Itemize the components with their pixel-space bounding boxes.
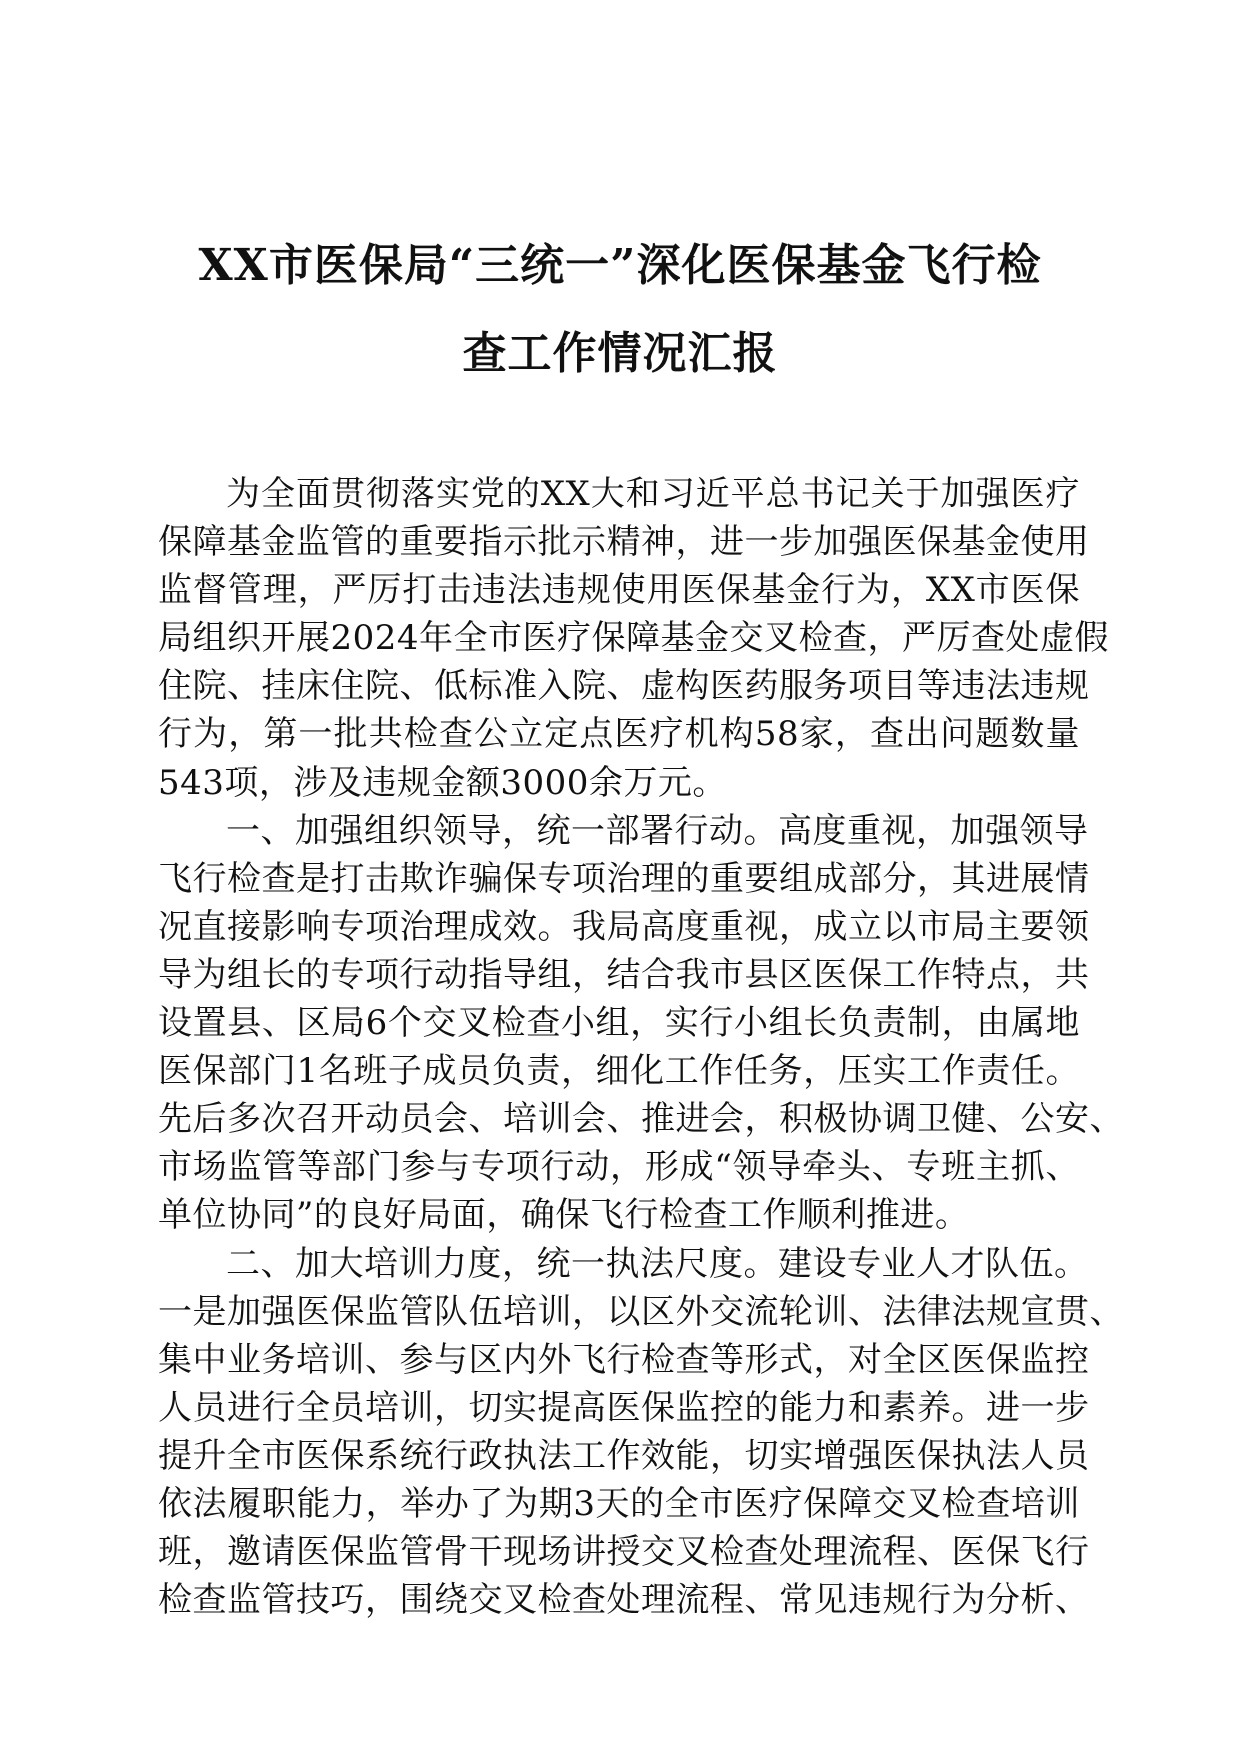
text-line: 市场监管等部门参与专项行动，形成“领导牵头、专班主抓、 — [158, 1147, 1080, 1188]
text-line: 住院、挂床住院、低标准入院、虚构医药服务项目等违法违规 — [158, 666, 1090, 707]
text-line: 提升全市医保系统行政执法工作效能，切实增强医保执法人员 — [158, 1435, 1090, 1476]
title-line-1: XX市医保局“三统一”深化医保基金飞行检 — [198, 240, 1042, 291]
text-line: 为全面贯彻落实党的XX大和习近平总书记关于加强医疗 — [226, 474, 1080, 514]
text-line: 依法履职能力，举办了为期3天的全市医疗保障交叉检查培训 — [158, 1483, 1080, 1524]
text-line: 飞行检查是打击欺诈骗保专项治理的重要组成部分，其进展情 — [158, 858, 1090, 899]
text-line: 先后多次召开动员会、培训会、推进会，积极协调卫健、公安、 — [158, 1099, 1124, 1140]
text-line: 行为，第一批共检查公立定点医疗机构58家，查出问题数量 — [158, 714, 1080, 755]
text-line: 543项，涉及违规金额3000余万元。 — [158, 762, 727, 803]
text-line: 二、加大培训力度，统一执法尺度。建设专业人才队伍。 — [226, 1243, 1089, 1284]
text-line: 监督管理，严厉打击违法违规使用医保基金行为，XX市医保 — [158, 570, 1080, 611]
document-body — [158, 470, 1124, 1624]
paragraph-intro — [158, 470, 1110, 807]
text-line: 导为组长的专项行动指导组，结合我市县区医保工作特点，共 — [158, 954, 1090, 995]
text-line: 医保部门1名班子成员负责，细化工作任务，压实工作责任。 — [158, 1051, 1080, 1092]
text-line: 设置县、区局6个交叉检查小组，实行小组长负责制，由属地 — [158, 1003, 1080, 1044]
text-line: 人员进行全员培训，切实提高医保监控的能力和素养。进一步 — [158, 1387, 1090, 1428]
document-title — [130, 222, 1110, 398]
text-line: 班，邀请医保监管骨干现场讲授交叉检查处理流程、医保飞行 — [158, 1532, 1090, 1573]
title-line-2: 查工作情况汇报 — [462, 328, 778, 379]
paragraph-section-1 — [158, 807, 1124, 1240]
text-line: 况直接影响专项治理成效。我局高度重视，成立以市局主要领 — [158, 906, 1090, 947]
text-line: 保障基金监管的重要指示批示精神，进一步加强医保基金使用 — [158, 522, 1090, 563]
text-line: 局组织开展2024年全市医疗保障基金交叉检查，严厉查处虚假 — [158, 618, 1110, 659]
paragraph-section-2 — [158, 1240, 1124, 1625]
text-line: 一、加强组织领导，统一部署行动。高度重视，加强领导 — [226, 810, 1089, 851]
text-line: 检查监管技巧，围绕交叉检查处理流程、常见违规行为分析、 — [158, 1580, 1090, 1621]
text-line: 一是加强医保监管队伍培训，以区外交流轮训、法律法规宣贯、 — [158, 1291, 1124, 1332]
text-line: 单位协同”的良好局面，确保飞行检查工作顺利推进。 — [158, 1195, 970, 1236]
text-line: 集中业务培训、参与区内外飞行检查等形式，对全区医保监控 — [158, 1339, 1090, 1380]
